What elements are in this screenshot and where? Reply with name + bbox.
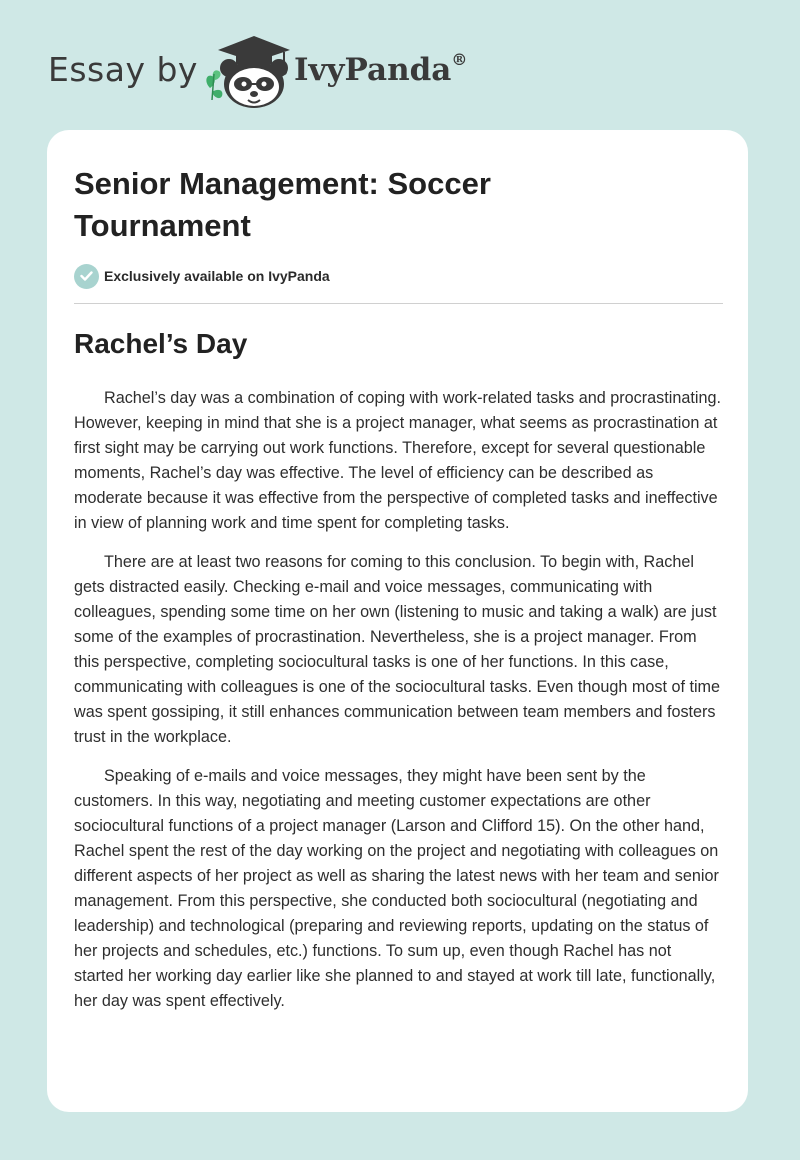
essay-by-label: Essay by (48, 50, 198, 89)
paragraph: Rachel’s day was a combination of coping with work-related tasks and procrastinating. However, keeping in mind that she is a project manager, what seems as procrastination at first sight may be carrying out work functions. Therefore, except for several questionable moments, Rachel’s day was effective. The level of efficiency can be described as moderate because it was effective from the perspective of completed tasks and ineffective in view of planning work and time spent for completing tasks. (74, 389, 721, 532)
essay-card (47, 130, 748, 1112)
panda-graduate-icon[interactable] (200, 30, 292, 112)
site-header (48, 30, 508, 110)
paragraph: Speaking of e-mails and voice messages, they might have been sent by the customers. In this way, negotiating and meeting customer expectations are other sociocultural functions of a project manager (Larson and Clifford 15). On the other hand, Rachel spent the rest of the day working on the project and negotiating with colleagues on different aspects of her project as well as sharing the latest news with her team and senior management. From this perspective, she conducted both sociocultural (negotiating and leadership) and technological (preparing and reviewing reports, updating on the status of her projects and schedules, etc.) functions. To sum up, even though Rachel has not started her working day earlier like she planned to and stayed at work till late, functionally, her day was spent effectively. (74, 767, 719, 1010)
paragraph: There are at least two reasons for coming to this conclusion. To begin with, Rachel gets distracted easily. Checking e-mail and voice messages, communicating with colleagues, spending some time on her own (listening to music and taking a walk) are just some of the examples of procrastination. Nevertheless, she is a project manager. From this perspective, completing sociocultural tasks is one of her functions. In this case, communicating with colleagues is one of the sociocultural tasks. Even though most of time was spent gossiping, it still enhances communication between team members and fosters trust in the workplace. (74, 553, 721, 746)
brand-name: IvyPanda (294, 52, 452, 88)
check-icon (74, 264, 99, 289)
brand-logo-text[interactable] (294, 49, 468, 88)
section-heading: Rachel’s Day (74, 328, 248, 359)
divider (74, 303, 723, 304)
exclusive-label: Exclusively available on IvyPanda (104, 268, 330, 284)
exclusive-badge (74, 263, 330, 289)
page-title: Senior Management: Soccer Tournament (74, 166, 491, 243)
essay-body (74, 386, 724, 1028)
registered-mark: ® (451, 49, 468, 69)
